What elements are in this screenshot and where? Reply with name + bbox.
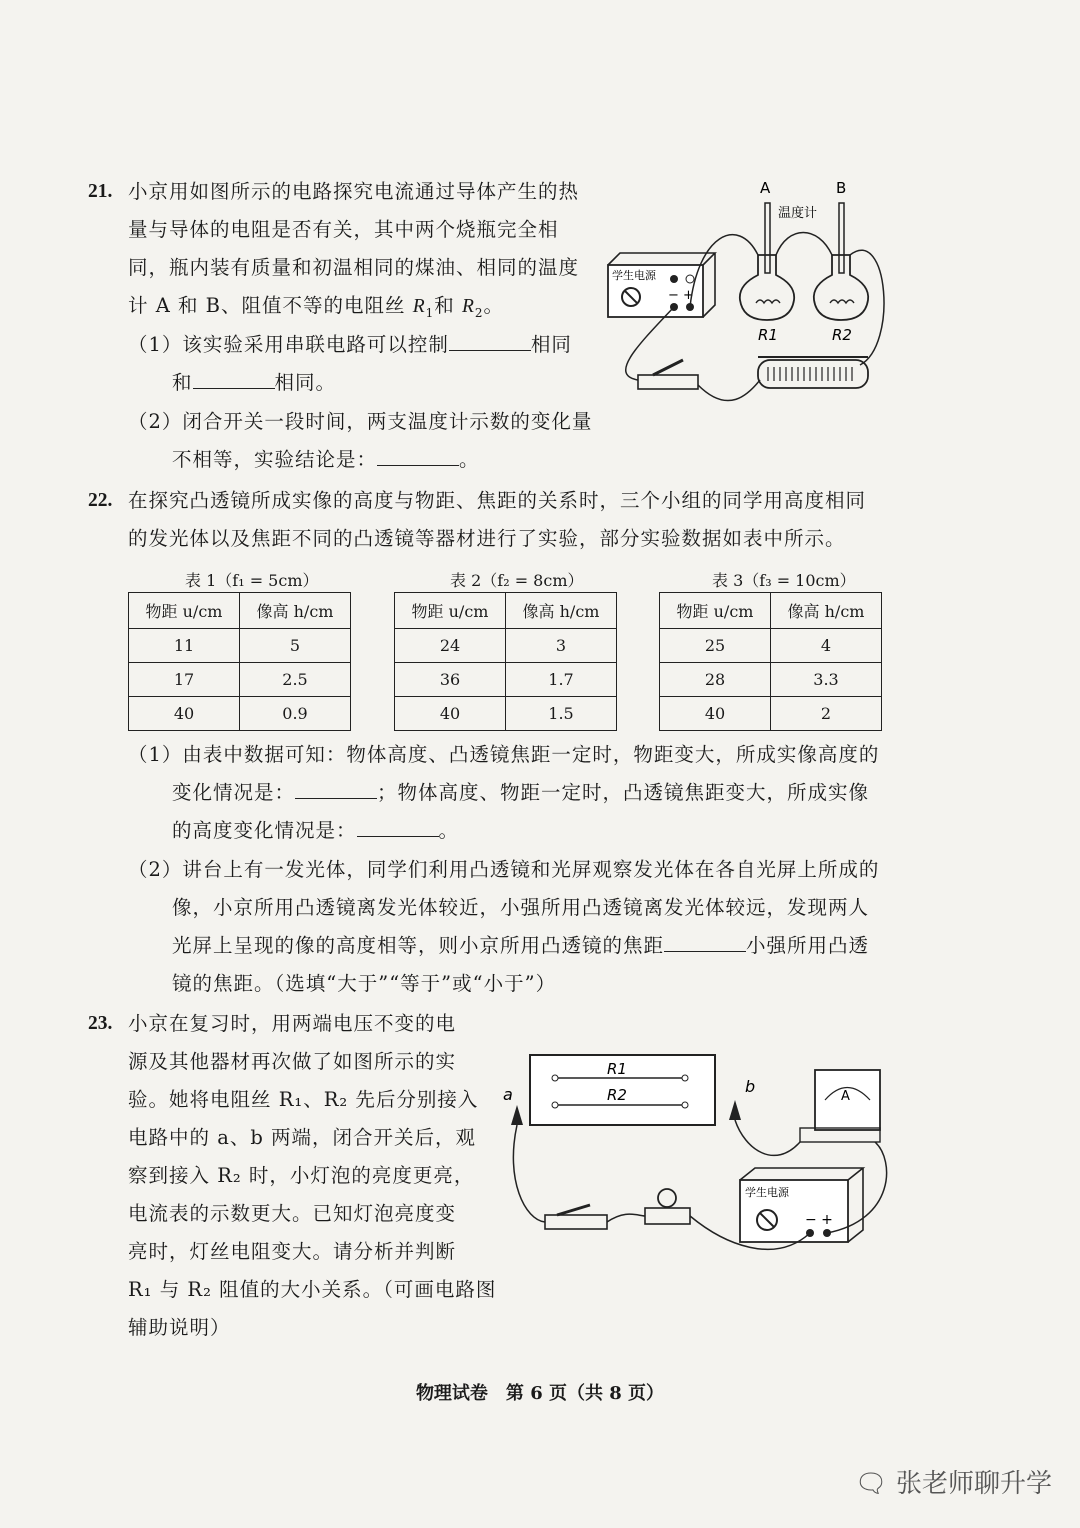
- terminal-a-label: a: [503, 1085, 513, 1104]
- wechat-icon: 🗨: [854, 1469, 888, 1499]
- answer-blank[interactable]: [193, 370, 275, 389]
- label-a: A: [760, 179, 771, 197]
- svg-text:− +: − +: [805, 1212, 833, 1228]
- q23-number: 23.: [88, 1013, 113, 1034]
- data-table-3: [659, 592, 882, 731]
- q23-line-5: 察到接入 R₂ 时，小灯泡的亮度更亮，: [128, 1164, 475, 1187]
- q21-line-2: 量与导体的电阻是否有关，其中两个烧瓶完全相: [128, 218, 559, 241]
- table-row: 36 1.7: [395, 663, 617, 697]
- answer-blank[interactable]: [357, 818, 439, 837]
- q23-line-9: 辅助说明）: [128, 1316, 231, 1339]
- r1-label: R1: [607, 1060, 627, 1078]
- terminal-b-label: b: [745, 1077, 756, 1096]
- q21-part2-cont: 不相等，实验结论是： 。: [172, 448, 480, 471]
- power-label: 学生电源: [745, 1186, 789, 1199]
- table-header: 像高 h/cm: [506, 593, 617, 629]
- switch-icon: [545, 1215, 607, 1229]
- ammeter-label: A: [841, 1089, 850, 1104]
- answer-blank[interactable]: [449, 332, 531, 351]
- power-label: 学生电源: [612, 269, 656, 282]
- q21-line-1: 小京用如图所示的电路探究电流通过导体产生的热: [128, 180, 580, 203]
- q23-line-2: 源及其他器材再次做了如图所示的实: [128, 1050, 457, 1073]
- table-row: 24 3: [395, 629, 617, 663]
- q23-line-3: 验。她将电阻丝 R₁、R₂ 先后分别接入: [128, 1088, 479, 1111]
- table-header: 物距 u/cm: [395, 593, 506, 629]
- table-row: 17 2.5: [129, 663, 351, 697]
- table3-caption: 表 3（f₃ = 10cm）: [712, 571, 856, 590]
- q23-line-7: 亮时，灯丝电阻变大。请分析并判断: [128, 1240, 457, 1263]
- r2-label: R2: [832, 326, 852, 344]
- watermark: 🗨 张老师聊升学: [854, 1469, 1052, 1499]
- table1-caption: 表 1（f₁ = 5cm）: [185, 571, 319, 590]
- q22-line-2: 的发光体以及焦距不同的凸透镜等器材进行了实验，部分实验数据如表中所示。: [128, 527, 846, 550]
- table-row: 40 1.5: [395, 697, 617, 731]
- q23-line-8: R₁ 与 R₂ 阻值的大小关系。（可画电路图: [128, 1278, 497, 1301]
- table-row: 28 3.3: [660, 663, 882, 697]
- q22-line-1: 在探究凸透镜所成实像的高度与物距、焦距的关系时，三个小组的同学用高度相同: [128, 489, 867, 512]
- q22-part1-line-3: 的高度变化情况是： 。: [172, 819, 460, 842]
- q22-part1-line-2: 变化情况是： ；物体高度、物距一定时，凸透镜焦距变大，所成实像: [172, 781, 870, 804]
- table-row: 40 2: [660, 697, 882, 731]
- r1-label: R1: [758, 326, 778, 344]
- resistor-coil-2: [830, 300, 854, 303]
- thermometer-a: [765, 203, 770, 273]
- q21-part1-cont: 和 相同。: [172, 371, 337, 394]
- label-b: B: [836, 179, 847, 197]
- q21-part1: （1）该实验采用串联电路可以控制 相同: [128, 333, 572, 356]
- q21-circuit-figure: [598, 175, 898, 415]
- answer-blank[interactable]: [377, 447, 459, 466]
- r2-label: R2: [607, 1086, 627, 1104]
- table2-caption: 表 2（f₂ = 8cm）: [450, 571, 584, 590]
- q22-number: 22.: [88, 490, 113, 511]
- table-header: 物距 u/cm: [129, 593, 240, 629]
- answer-blank[interactable]: [664, 933, 746, 952]
- lamp-icon: [645, 1208, 690, 1224]
- table-row: 40 0.9: [129, 697, 351, 731]
- svg-text:− +: − +: [668, 288, 694, 303]
- thermometer-label: 温度计: [778, 206, 818, 221]
- q22-part2-line-3: 光屏上呈现的像的高度相等，则小京所用凸透镜的焦距 小强所用凸透: [172, 934, 870, 957]
- table-row: 11 5: [129, 629, 351, 663]
- q22-part2-line-1: （2）讲台上有一发光体，同学们利用凸透镜和光屏观察发光体在各自光屏上所成的: [128, 858, 880, 881]
- answer-blank[interactable]: [295, 780, 377, 799]
- q21-line-3: 同，瓶内装有质量和初温相同的煤油、相同的温度: [128, 256, 580, 279]
- flask-a: [740, 255, 794, 320]
- page-footer: 物理试卷 第 6 页（共 8 页）: [415, 1383, 665, 1404]
- q23-line-6: 电流表的示数更大。已知灯泡亮度变: [128, 1202, 457, 1225]
- flask-b: [814, 255, 868, 320]
- thermometer-b: [839, 203, 844, 273]
- q22-part1-line-1: （1）由表中数据可知：物体高度、凸透镜焦距一定时，物距变大，所成实像高度的: [128, 743, 880, 766]
- q23-line-1: 小京在复习时，用两端电压不变的电: [128, 1012, 457, 1035]
- q21-number: 21.: [88, 181, 113, 202]
- q21-line-4: 计 A 和 B、阻值不等的电阻丝 $R_1$和 $R_2$。: [128, 294, 505, 320]
- table-header: 像高 h/cm: [240, 593, 351, 629]
- q23-circuit-figure: [495, 1030, 895, 1260]
- data-table-2: [394, 592, 617, 731]
- q22-part2-line-4: 镜的焦距。（选填“大于”“等于”或“小于”）: [172, 972, 557, 995]
- switch-icon: [638, 375, 698, 389]
- q23-line-4: 电路中的 a、b 两端，闭合开关后，观: [128, 1126, 477, 1149]
- q21-part2: （2）闭合开关一段时间，两支温度计示数的变化量: [128, 410, 593, 433]
- table-header: 物距 u/cm: [660, 593, 771, 629]
- table-row: 25 4: [660, 629, 882, 663]
- q22-part2-line-2: 像，小京所用凸透镜离发光体较近，小强所用凸透镜离发光体较远，发现两人: [172, 896, 870, 919]
- data-table-1: [128, 592, 351, 731]
- resistor-coil-1: [756, 300, 780, 303]
- table-header: 像高 h/cm: [771, 593, 882, 629]
